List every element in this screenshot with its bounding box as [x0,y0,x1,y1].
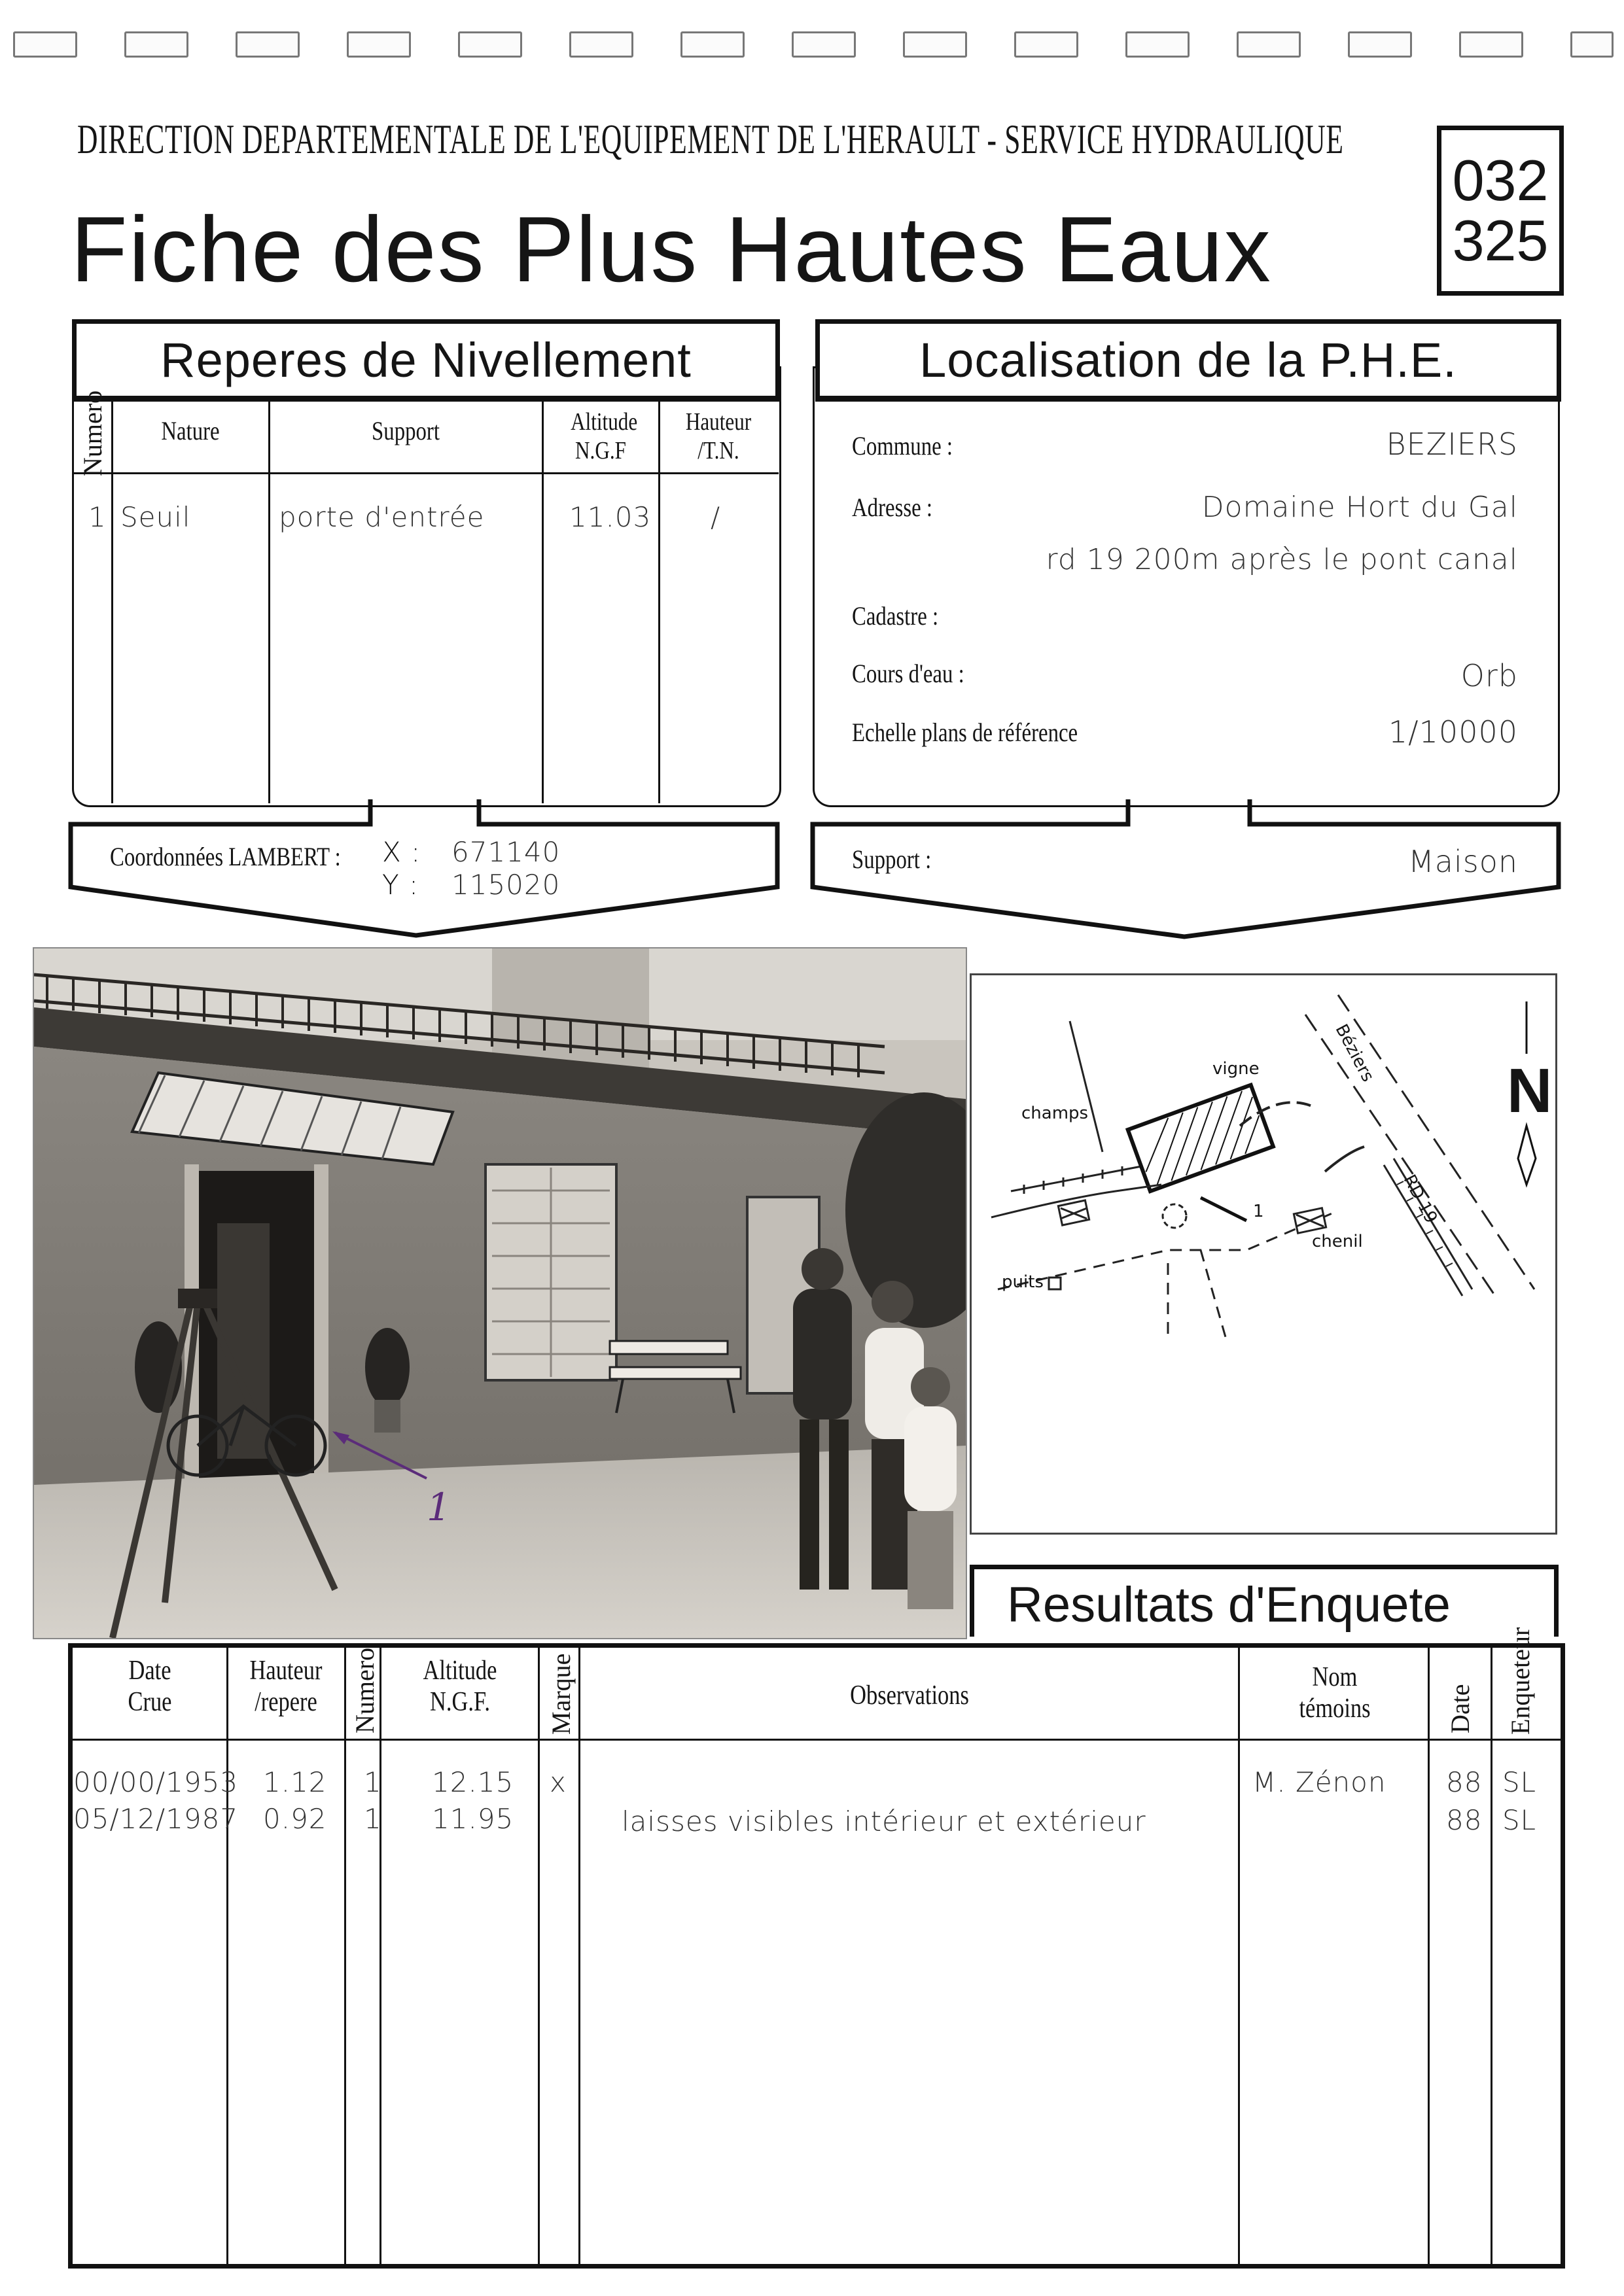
code-bottom: 325 [1452,208,1549,273]
plan-label-rd19: RD 19 [1399,1172,1441,1227]
plan-marker-label: 1 [1253,1202,1264,1221]
agency-line: DIRECTION DEPARTEMENTALE DE L'EQUIPEMENT DE L'HERAULT - SERVICE HYDRAULIQUE [77,116,1344,162]
cours-label: Cours d'eau : [852,659,964,688]
plan-label-vigne: vigne [1212,1059,1260,1079]
resultats-col-numero: Numero [350,1647,380,1733]
cours-value: Orb [1460,658,1518,693]
row-nom: M. Zénon [1252,1766,1386,1798]
lambert-y-value: 115020 [451,869,561,901]
row-hauteur: 0.92 [263,1803,327,1835]
plan-label-chenil: chenil [1312,1232,1363,1251]
row-date-crue: 00/00/1953 [73,1766,239,1798]
lambert-x-value: 671140 [451,836,561,868]
binding-hole [1125,31,1190,58]
reperes-col-altitude: Altitude N.G.F [571,408,638,464]
row-altitude: 11.95 [432,1803,514,1835]
row-numero: 1 [364,1766,382,1798]
reperes-row-support: porte d'entrée [279,501,485,533]
site-plan [970,973,1557,1535]
reperes-col-support: Support [372,416,440,445]
resultats-col-date-crue: Date Crue [128,1656,172,1718]
reperes-row-hauteur: / [711,501,721,533]
row-enqueteur: SL [1502,1804,1537,1836]
lambert-banner [63,799,789,947]
lambert-y-label: Y : [382,869,419,901]
photo-marker-arrow [34,948,966,1638]
adresse-line2: rd 19 200m après le pont canal [1046,543,1518,576]
adresse-label: Adresse : [852,493,932,522]
resultats-title: Resultats d'Enquete [970,1565,1559,1637]
lambert-x-label: X : [382,836,421,868]
resultats-col-nom: Nom témoins [1299,1662,1371,1724]
code-top: 032 [1452,147,1549,213]
row-date: 88 [1446,1766,1483,1798]
binding-hole [1014,31,1078,58]
resultats-col-observations: Observations [850,1680,969,1711]
binding-hole [1570,31,1614,58]
support-label: Support : [852,844,932,874]
reperes-title: Reperes de Nivellement [72,319,780,402]
binding-hole [1459,31,1523,58]
photo-marker-label: 1 [427,1485,451,1529]
echelle-label: Echelle plans de référence [852,718,1078,747]
row-marque: x [550,1766,567,1798]
reperes-row-nature: Seuil [120,501,191,533]
lambert-label: Coordonnées LAMBERT : [110,842,341,871]
binding-hole [1237,31,1301,58]
binding-hole [792,31,856,58]
localisation-title: Localisation de la P.H.E. [815,319,1561,402]
plan-label-beziers: Béziers [1331,1021,1378,1085]
binding-hole [13,31,77,58]
row-date: 88 [1446,1804,1483,1836]
row-numero: 1 [364,1803,382,1835]
row-hauteur: 1.12 [263,1766,327,1798]
page-title: Fiche des Plus Hautes Eaux [71,198,1272,302]
commune-label: Commune : [852,431,953,461]
binding-hole [680,31,745,58]
reperes-col-hauteur: Hauteur /T.N. [685,408,752,464]
binding-hole [124,31,188,58]
row-observations: laisses visibles intérieur et extérieur [622,1805,1146,1837]
plan-drawing [972,975,1555,1533]
site-photo [33,947,967,1639]
binding-hole [903,31,967,58]
row-date-crue: 05/12/1987 [73,1803,239,1835]
echelle-value: 1/10000 [1388,714,1518,750]
reperes-col-numero: Numero [78,390,107,476]
binding-hole [1348,31,1412,58]
plan-label-champs: champs [1021,1104,1089,1123]
resultats-col-hauteur: Hauteur /repere [249,1656,323,1718]
cadastre-label: Cadastre : [852,601,939,631]
resultats-col-date: Date [1445,1684,1475,1733]
plan-label-puits: puits [1002,1272,1044,1292]
reperes-col-nature: Nature [161,416,220,445]
commune-value: BEZIERS [1386,426,1518,462]
binding-hole [458,31,522,58]
row-altitude: 12.15 [432,1766,514,1798]
adresse-line1: Domaine Hort du Gal [1201,491,1518,524]
resultats-col-marque: Marque [546,1653,576,1735]
reperes-row-altitude: 11.03 [569,501,652,533]
resultats-table [68,1643,1565,2269]
resultats-col-altitude: Altitude N.G.F. [423,1656,497,1718]
binding-hole [569,31,633,58]
reperes-row-numero: 1 [88,501,107,533]
north-arrow-label: N [1507,1056,1553,1126]
binding-hole [347,31,411,58]
row-enqueteur: SL [1502,1766,1537,1798]
fiche-code-box [1437,126,1564,296]
resultats-col-enqueteur: Enqueteur [1506,1627,1535,1735]
binding-hole [236,31,300,58]
support-value: Maison [1408,844,1518,879]
